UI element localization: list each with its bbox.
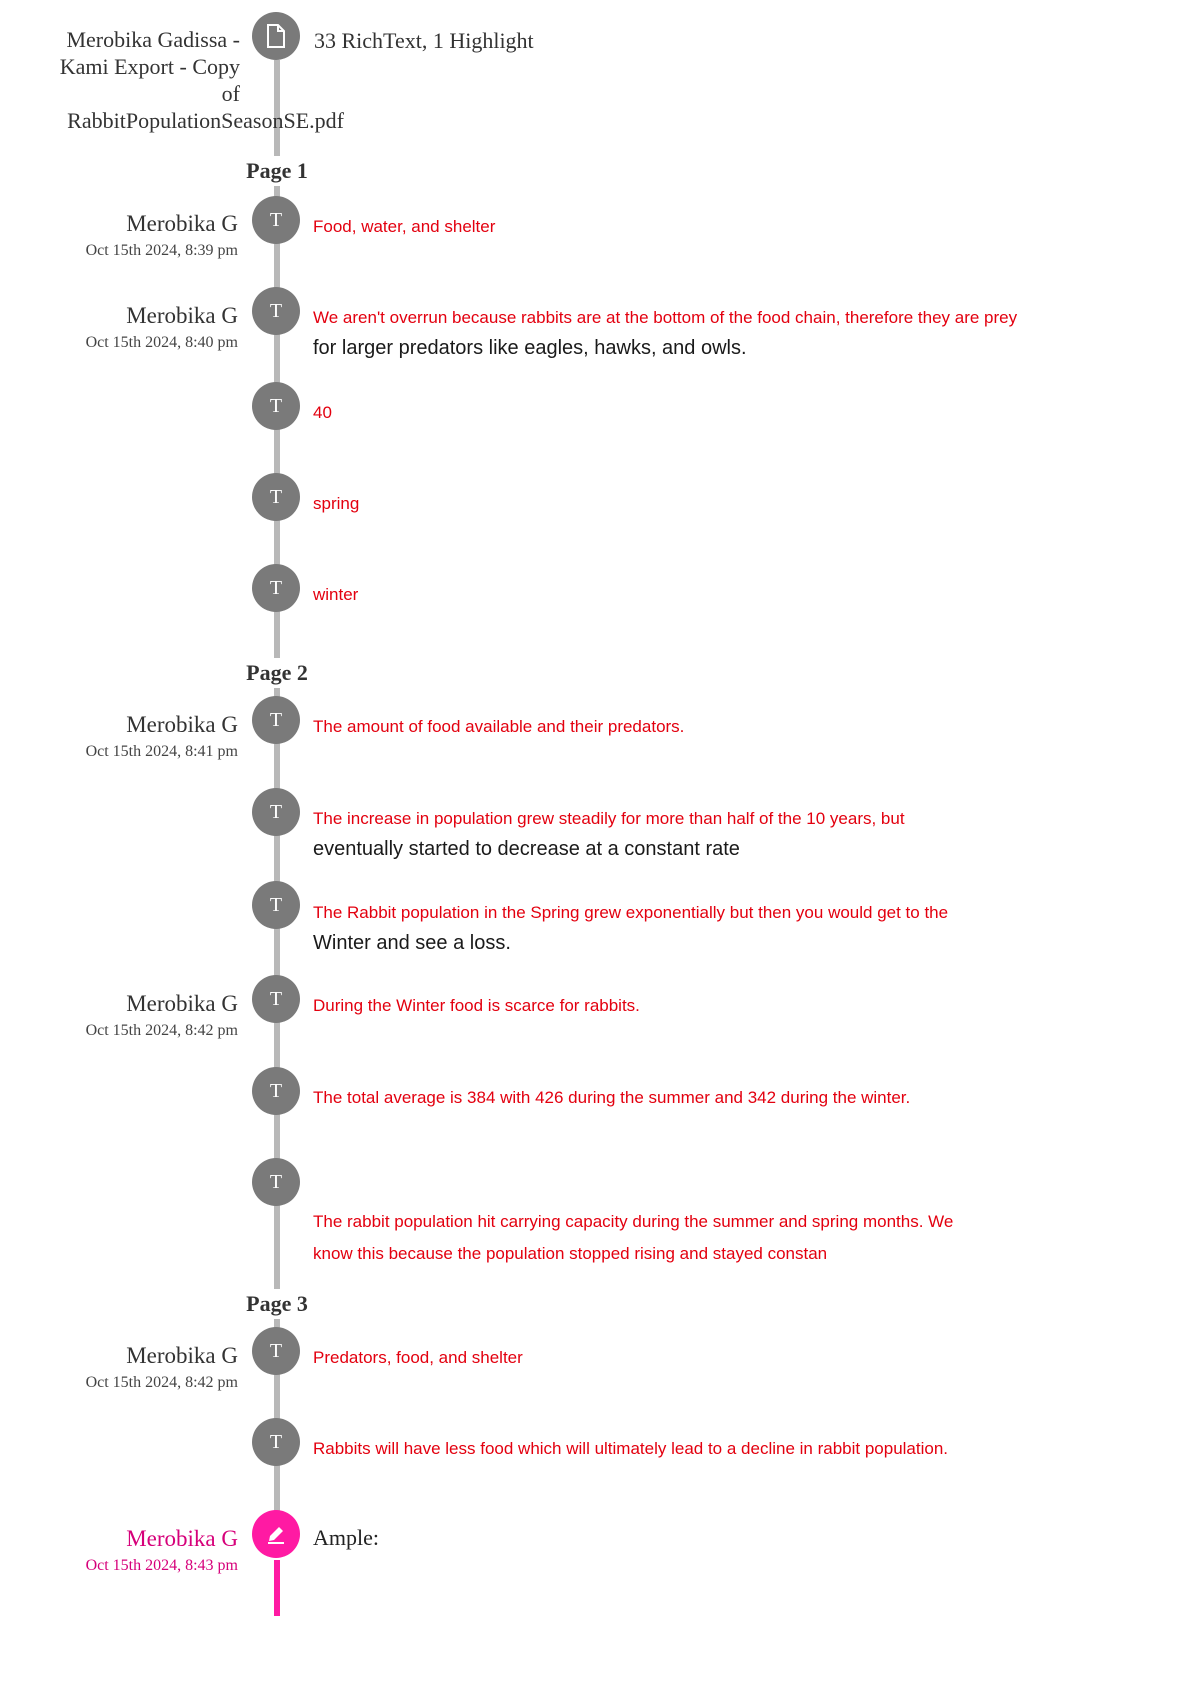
comment[interactable] — [313, 398, 1133, 428]
comment-author — [0, 711, 238, 763]
richtext-node[interactable]: T — [252, 1418, 300, 1466]
comment[interactable] — [313, 1343, 1133, 1373]
comment-author — [0, 210, 238, 262]
highlight-text: The Rabbit population in the Spring grew exponentially but then you would get to the — [313, 903, 949, 922]
highlight-text: During the Winter food is scarce for rabbits. — [313, 996, 640, 1015]
document-title-line: of — [221, 81, 240, 106]
comment-timestamp: Oct 15th 2024, 8:42 pm — [85, 1022, 238, 1039]
comment[interactable] — [313, 1525, 1133, 1551]
comment-timestamp: Oct 15th 2024, 8:43 pm — [85, 1557, 238, 1574]
comment[interactable] — [313, 991, 1133, 1021]
highlight-text: winter — [313, 585, 359, 604]
comment[interactable] — [313, 804, 1133, 864]
author-name: Merobika G — [126, 1526, 238, 1551]
highlight-text: know this because the population stopped rising and stayed constan — [313, 1244, 828, 1263]
highlight-text: spring — [313, 494, 360, 513]
comment-text: for larger predators like eagles, hawks, and owls. — [313, 337, 747, 359]
comment[interactable] — [313, 1083, 1133, 1113]
richtext-node[interactable]: T — [252, 287, 300, 335]
timeline-rail-highlight — [274, 1560, 280, 1616]
comment[interactable] — [313, 898, 1133, 958]
comment-timestamp: Oct 15th 2024, 8:40 pm — [85, 334, 238, 351]
author-name: Merobika G — [126, 1343, 238, 1368]
document-file-name: RabbitPopulationSeasonSE.pdf — [67, 108, 344, 133]
highlight-text: The amount of food available and their predators. — [313, 717, 685, 736]
author-name: Merobika G — [126, 712, 238, 737]
comment[interactable] — [313, 712, 1133, 742]
comment-author — [0, 1342, 238, 1394]
highlight-text: The increase in population grew steadily for more than half of the 10 years, but — [313, 809, 905, 828]
comment[interactable] — [313, 489, 1133, 519]
comment[interactable] — [313, 1206, 1133, 1270]
comment-timestamp: Oct 15th 2024, 8:42 pm — [85, 1374, 238, 1391]
highlight-text: The rabbit population hit carrying capacity during the summer and spring months. We — [313, 1212, 954, 1231]
highlight-text: Food, water, and shelter — [313, 217, 496, 236]
comment-text: Ample: — [313, 1525, 379, 1550]
comment-text: eventually started to decrease at a constant rate — [313, 838, 740, 860]
document-title-line: Merobika Gadissa - — [66, 27, 240, 52]
pencil-icon — [264, 1522, 288, 1546]
highlight-text: Predators, food, and shelter — [313, 1348, 523, 1367]
comment-author — [0, 302, 238, 354]
author-name: Merobika G — [126, 303, 238, 328]
comment-author — [0, 1525, 238, 1577]
comment-author — [0, 990, 238, 1042]
author-name: Merobika G — [126, 211, 238, 236]
page-label: Page 3 — [240, 1289, 314, 1319]
comment[interactable] — [313, 212, 1133, 242]
comment-timestamp: Oct 15th 2024, 8:41 pm — [85, 743, 238, 760]
document-icon — [265, 23, 287, 49]
comment-text: Winter and see a loss. — [313, 932, 511, 954]
highlight-text: The total average is 384 with 426 during the summer and 342 during the winter. — [313, 1088, 911, 1107]
document-title — [0, 26, 344, 134]
richtext-node[interactable]: T — [252, 564, 300, 612]
page-label: Page 2 — [240, 658, 314, 688]
comment[interactable] — [313, 1434, 1133, 1464]
richtext-node[interactable]: T — [252, 196, 300, 244]
highlight-node[interactable] — [252, 1510, 300, 1558]
comment-timestamp: Oct 15th 2024, 8:39 pm — [85, 242, 238, 259]
highlight-text: We aren't overrun because rabbits are at the bottom of the food chain, therefore they are prey — [313, 308, 1018, 327]
richtext-node[interactable]: T — [252, 473, 300, 521]
richtext-node[interactable]: T — [252, 382, 300, 430]
document-node — [252, 12, 300, 60]
richtext-node[interactable]: T — [252, 1327, 300, 1375]
document-summary: 33 RichText, 1 Highlight — [314, 28, 534, 53]
richtext-node[interactable]: T — [252, 881, 300, 929]
highlight-text: Rabbits will have less food which will ultimately lead to a decline in rabbit population. — [313, 1439, 949, 1458]
richtext-node[interactable]: T — [252, 975, 300, 1023]
document-title-line: Kami Export - Copy — [59, 54, 240, 79]
richtext-node[interactable]: T — [252, 788, 300, 836]
comment[interactable] — [313, 580, 1133, 610]
comment[interactable] — [313, 303, 1133, 363]
page-label: Page 1 — [240, 156, 314, 186]
author-name: Merobika G — [126, 991, 238, 1016]
richtext-node[interactable]: T — [252, 1158, 300, 1206]
richtext-node[interactable]: T — [252, 696, 300, 744]
richtext-node[interactable]: T — [252, 1067, 300, 1115]
highlight-text: 40 — [313, 403, 332, 422]
